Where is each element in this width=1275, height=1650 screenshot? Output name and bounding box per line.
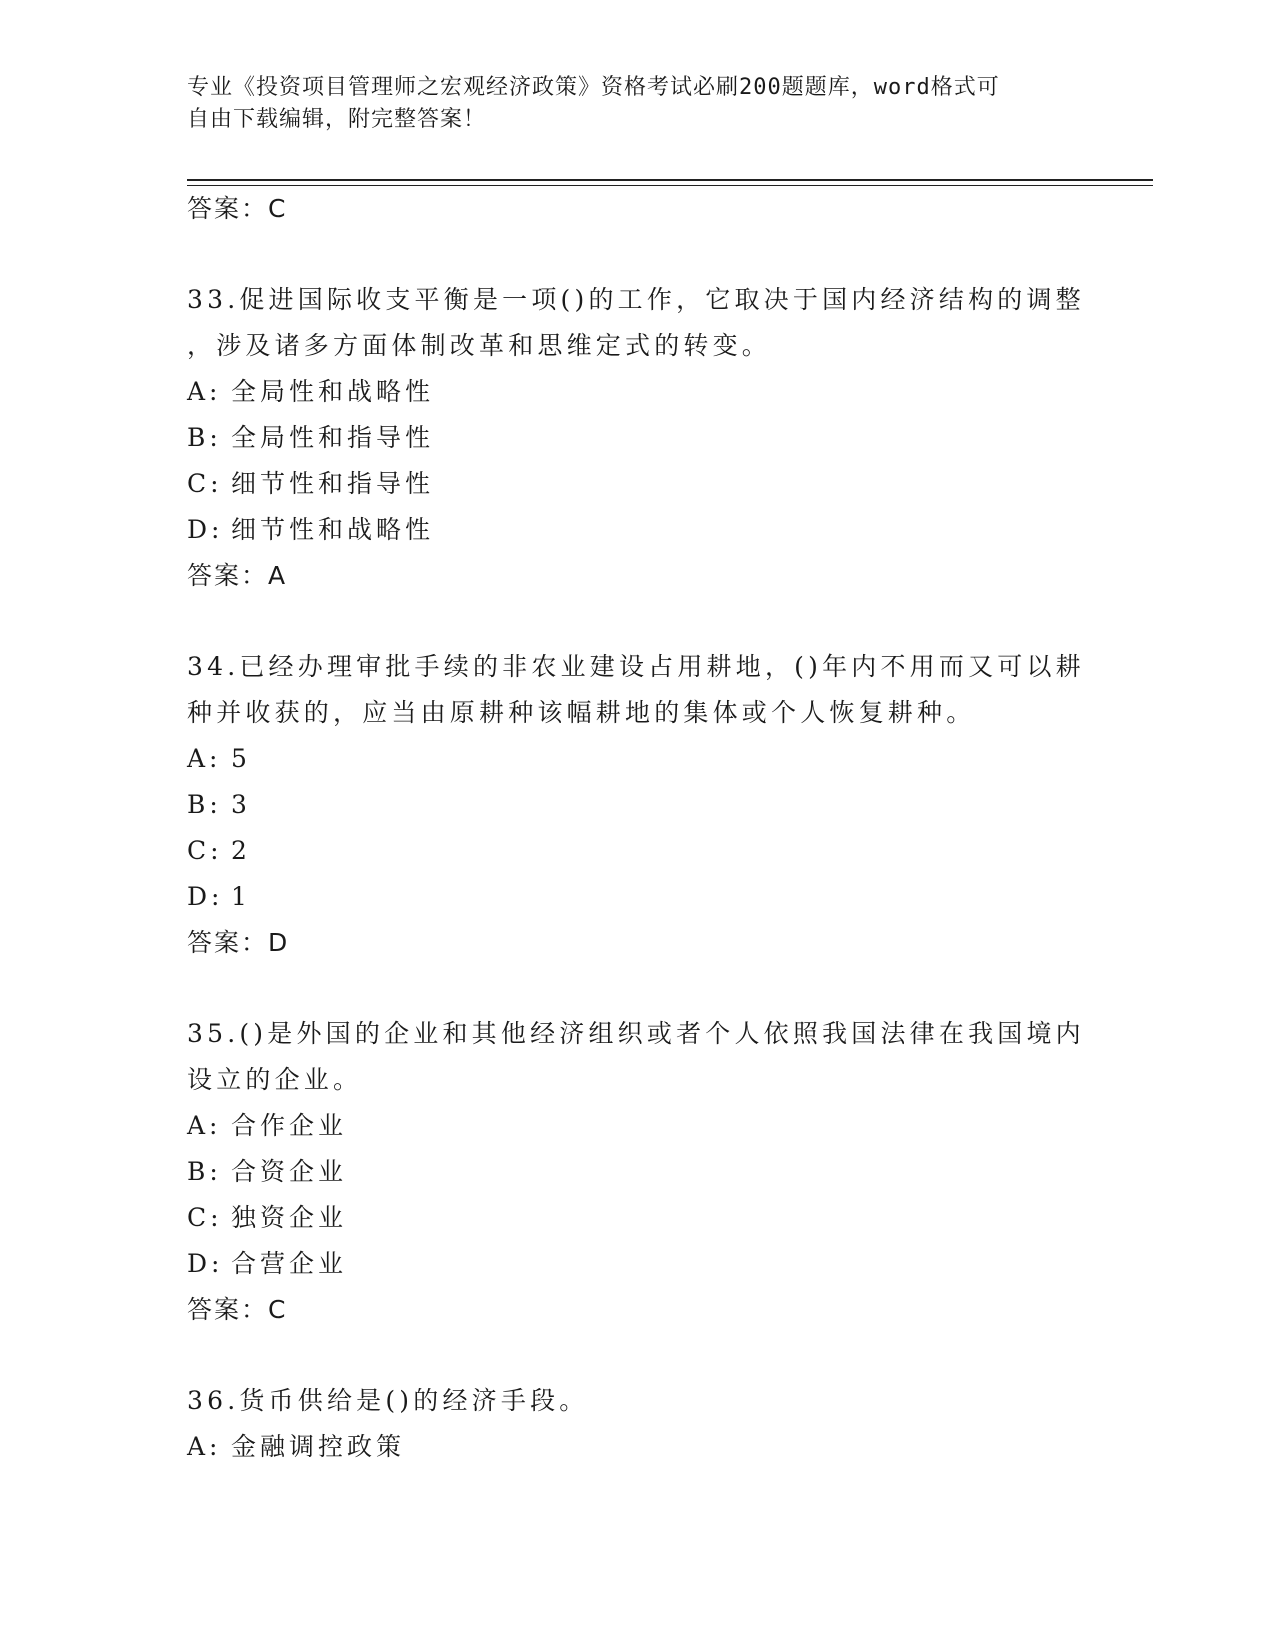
option-key: B: xyxy=(187,1157,222,1186)
option-text: 全局性和指导性 xyxy=(231,423,435,452)
option-key: B: xyxy=(187,790,222,819)
option-text: 合营企业 xyxy=(231,1249,348,1278)
option-c xyxy=(187,828,1087,874)
spacer xyxy=(187,232,1087,277)
option-c xyxy=(187,1195,1087,1241)
question-text-line: 33.促进国际收支平衡是一项()的工作，它取决于国内经济结构的调整 xyxy=(187,285,1085,314)
option-c xyxy=(187,461,1087,507)
option-text: 2 xyxy=(231,836,251,865)
option-b xyxy=(187,1149,1087,1195)
option-key: D: xyxy=(187,882,224,911)
option-key: A: xyxy=(187,1432,222,1461)
document-header xyxy=(187,72,1067,136)
question-text-line: 种并收获的，应当由原耕种该幅耕地的集体或个人恢复耕种。 xyxy=(187,698,976,727)
question-list xyxy=(187,186,1087,1470)
option-b xyxy=(187,415,1087,461)
answer-label: 答案：C xyxy=(187,1295,288,1324)
spacer xyxy=(187,1333,1087,1378)
option-d xyxy=(187,1241,1087,1287)
option-key: C: xyxy=(187,836,223,865)
option-text: 细节性和战略性 xyxy=(231,515,435,544)
option-key: B: xyxy=(187,423,222,452)
header-line-2: 自由下载编辑，附完整答案！ xyxy=(187,107,487,132)
option-key: A: xyxy=(187,744,222,773)
option-d xyxy=(187,874,1087,920)
option-d xyxy=(187,507,1087,553)
option-key: C: xyxy=(187,1203,223,1232)
option-a xyxy=(187,1424,1087,1470)
option-text: 合作企业 xyxy=(231,1111,348,1140)
header-line-1: 专业《投资项目管理师之宏观经济政策》资格考试必刷200题题库，word格式可 xyxy=(187,75,1000,100)
option-text: 1 xyxy=(231,882,251,911)
option-key: A: xyxy=(187,1111,222,1140)
option-text: 细节性和指导性 xyxy=(231,469,435,498)
answer-label: 答案：D xyxy=(187,928,290,957)
question-text-line: 设立的企业。 xyxy=(187,1065,363,1094)
question-block xyxy=(187,1011,1087,1333)
question-text-line: ，涉及诸多方面体制改革和思维定式的转变。 xyxy=(187,331,772,360)
option-b xyxy=(187,782,1087,828)
question-text-line: 36.货币供给是()的经济手段。 xyxy=(187,1386,589,1415)
option-text: 金融调控政策 xyxy=(231,1432,406,1461)
option-text: 独资企业 xyxy=(231,1203,348,1232)
answer-label: 答案：C xyxy=(187,194,288,223)
option-text: 全局性和战略性 xyxy=(231,377,435,406)
option-a xyxy=(187,369,1087,415)
spacer xyxy=(187,599,1087,644)
question-block xyxy=(187,1378,1087,1470)
question-block xyxy=(187,644,1087,966)
option-text: 5 xyxy=(231,744,251,773)
option-key: D: xyxy=(187,1249,224,1278)
question-text-line: 34.已经办理审批手续的非农业建设占用耕地，()年内不用而又可以耕 xyxy=(187,652,1085,681)
option-key: A: xyxy=(187,377,222,406)
question-block xyxy=(187,277,1087,599)
option-a xyxy=(187,736,1087,782)
option-key: C: xyxy=(187,469,223,498)
spacer xyxy=(187,966,1087,1011)
option-a xyxy=(187,1103,1087,1149)
option-text: 3 xyxy=(231,790,251,819)
answer-label: 答案：A xyxy=(187,561,288,590)
header-divider xyxy=(187,179,1153,186)
option-key: D: xyxy=(187,515,224,544)
option-text: 合资企业 xyxy=(231,1157,348,1186)
question-text-line: 35.()是外国的企业和其他经济组织或者个人依照我国法律在我国境内 xyxy=(187,1019,1085,1048)
